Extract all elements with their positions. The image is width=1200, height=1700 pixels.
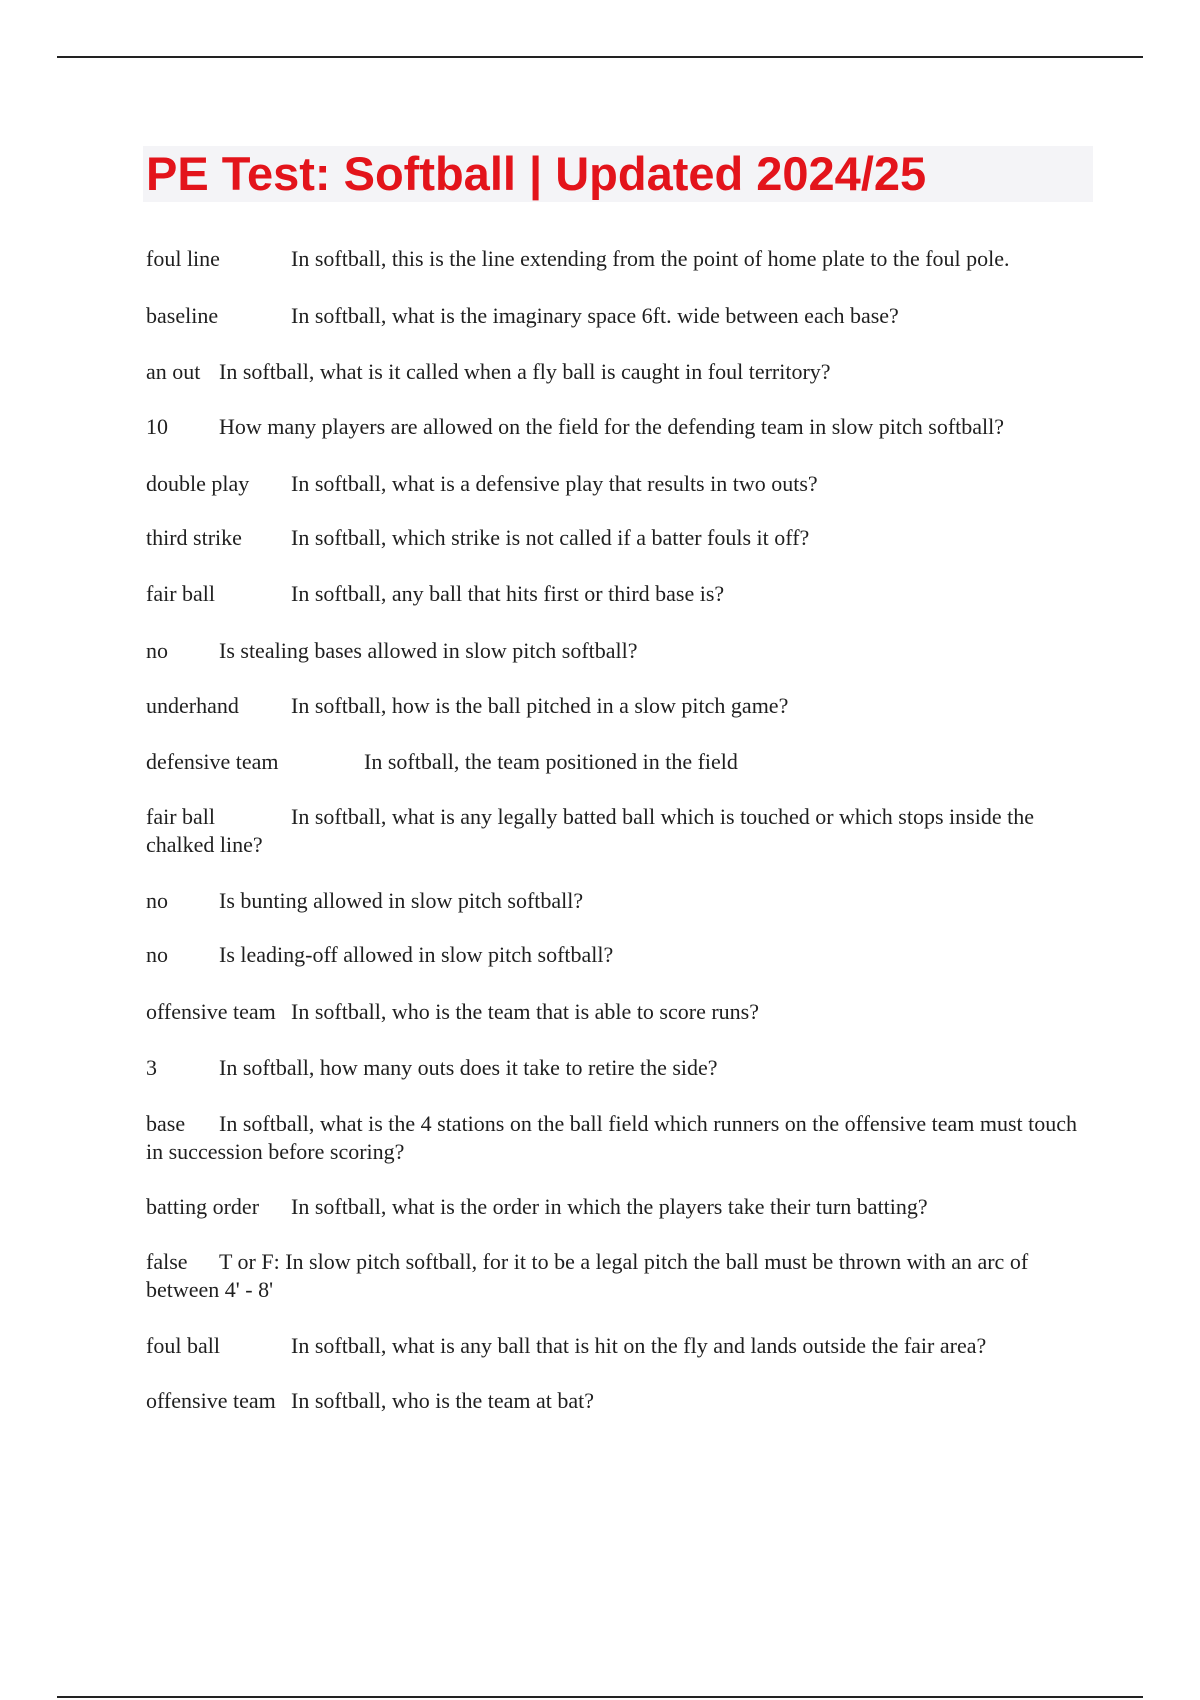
flashcard bbox=[146, 358, 1086, 386]
card-term: no bbox=[146, 888, 168, 913]
card-definition: In softball, who is the team at bat? bbox=[291, 1388, 595, 1413]
card-definition: In softball, any ball that hits first or third base is? bbox=[291, 581, 725, 606]
flashcard bbox=[146, 470, 1086, 498]
card-term: offensive team bbox=[146, 999, 276, 1024]
flashcard bbox=[146, 1193, 1086, 1221]
card-definition: In softball, what is any legally batted ball which is touched or which stops inside the chalked line? bbox=[146, 804, 1034, 857]
card-term: double play bbox=[146, 471, 250, 496]
card-term: batting order bbox=[146, 1194, 260, 1219]
card-term: baseline bbox=[146, 303, 219, 328]
card-term: no bbox=[146, 638, 168, 663]
flashcard bbox=[146, 302, 1086, 330]
flashcard bbox=[146, 637, 1086, 665]
card-definition: In softball, what is the order in which the players take their turn batting? bbox=[291, 1194, 928, 1219]
card-definition: In softball, this is the line extending from the point of home plate to the foul pole. bbox=[291, 246, 1010, 271]
card-term: foul ball bbox=[146, 1333, 220, 1358]
flashcard bbox=[146, 941, 1086, 969]
card-definition: In softball, what is it called when a fly ball is caught in foul territory? bbox=[219, 359, 831, 384]
flashcard bbox=[146, 998, 1086, 1026]
card-definition: How many players are allowed on the field for the defending team in slow pitch softball? bbox=[219, 414, 1005, 439]
card-definition: In softball, who is the team that is able to score runs? bbox=[291, 999, 759, 1024]
flashcard bbox=[146, 748, 1086, 776]
card-definition: In softball, what is any ball that is hit on the fly and lands outside the fair area? bbox=[291, 1333, 987, 1358]
card-term: fair ball bbox=[146, 581, 216, 606]
card-term: defensive team bbox=[146, 749, 279, 774]
flashcard bbox=[146, 245, 1086, 273]
flashcard bbox=[146, 1110, 1086, 1166]
flashcard bbox=[146, 803, 1086, 859]
page-title: PE Test: Softball | Updated 2024/25 bbox=[146, 147, 927, 200]
flashcard bbox=[146, 1387, 1086, 1415]
card-term: third strike bbox=[146, 525, 242, 550]
card-term: foul line bbox=[146, 246, 220, 271]
card-definition: Is bunting allowed in slow pitch softball? bbox=[219, 888, 584, 913]
flashcard bbox=[146, 1332, 1086, 1360]
card-term: 10 bbox=[146, 414, 168, 439]
card-term: fair ball bbox=[146, 804, 216, 829]
card-definition: Is stealing bases allowed in slow pitch softball? bbox=[219, 638, 638, 663]
card-definition: In softball, what is the imaginary space 6ft. wide between each base? bbox=[291, 303, 899, 328]
card-definition: In softball, how many outs does it take to retire the side? bbox=[219, 1055, 718, 1080]
top-rule bbox=[57, 56, 1143, 58]
card-definition: In softball, which strike is not called if a batter fouls it off? bbox=[291, 525, 810, 550]
card-definition: In softball, the team positioned in the field bbox=[364, 749, 738, 774]
flashcard bbox=[146, 692, 1086, 720]
card-definition: In softball, how is the ball pitched in a slow pitch game? bbox=[291, 693, 789, 718]
card-definition: In softball, what is the 4 stations on the ball field which runners on the offensive team must touch in succession before scoring? bbox=[146, 1111, 1078, 1164]
flashcard bbox=[146, 524, 1086, 552]
card-term: underhand bbox=[146, 693, 239, 718]
flashcard bbox=[146, 1248, 1086, 1304]
card-definition: T or F: In slow pitch softball, for it to be a legal pitch the ball must be thrown with an arc of between 4' - 8' bbox=[146, 1249, 1029, 1302]
flashcard bbox=[146, 580, 1086, 608]
flashcard bbox=[146, 887, 1086, 915]
card-term: false bbox=[146, 1249, 188, 1274]
card-term: offensive team bbox=[146, 1388, 276, 1413]
card-definition: In softball, what is a defensive play that results in two outs? bbox=[291, 471, 818, 496]
bottom-rule bbox=[57, 1696, 1143, 1698]
flashcard bbox=[146, 413, 1086, 441]
flashcard bbox=[146, 1054, 1086, 1082]
card-term: base bbox=[146, 1111, 186, 1136]
card-term: no bbox=[146, 942, 168, 967]
card-definition: Is leading-off allowed in slow pitch softball? bbox=[219, 942, 614, 967]
card-term: an out bbox=[146, 359, 201, 384]
card-term: 3 bbox=[146, 1055, 157, 1080]
